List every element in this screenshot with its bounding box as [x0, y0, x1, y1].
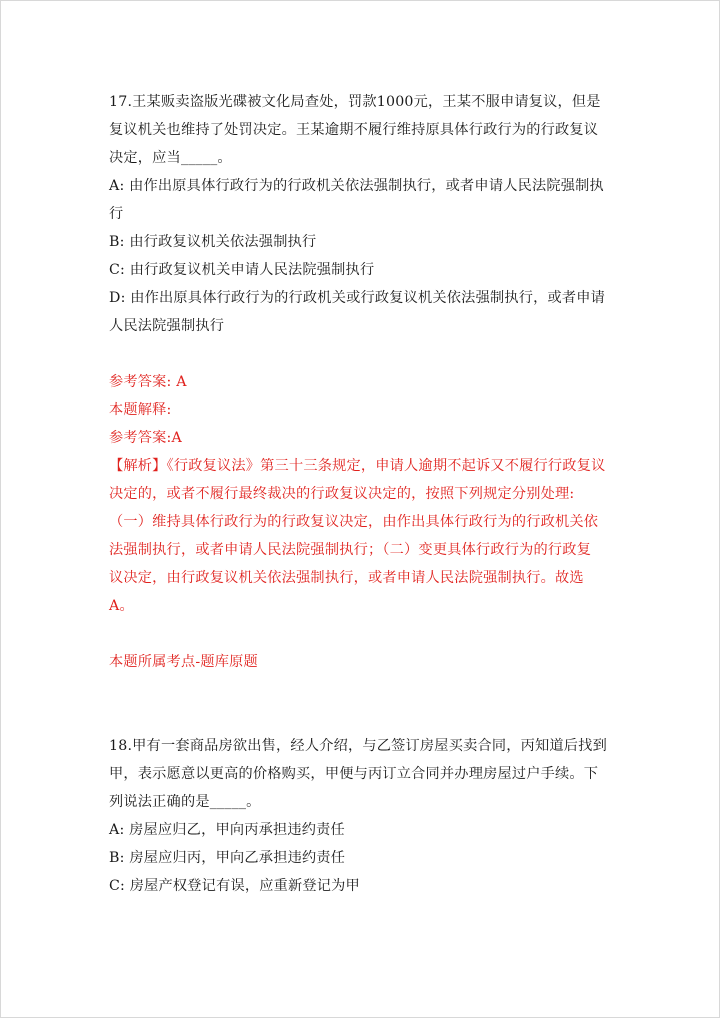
- option-line: B: 由行政复议机关依法强制执行: [109, 234, 317, 250]
- spacer: [109, 340, 629, 368]
- spacer: [109, 676, 629, 732]
- q17-stem-line: 复议机关也维持了处罚决定。王某逾期不履行维持原具体行政行为的行政复议: [109, 122, 599, 138]
- explanation-line: A。: [109, 598, 134, 614]
- q17-topic: 本题所属考点-题库原题: [109, 654, 258, 670]
- option-line: A: 由作出原具体行政行为的行政机关依法强制执行，或者申请人民法院强制执: [109, 178, 604, 194]
- question-18: [109, 732, 629, 900]
- q17-reference-answer: 参考答案: A: [109, 374, 187, 390]
- q18-option-b: B: 房屋应归丙，甲向乙承担违约责任: [109, 850, 346, 866]
- explanation-line: 议决定，由行政复议机关依法强制执行，或者申请人民法院强制执行。故选: [109, 570, 584, 586]
- q17-stem-line: 决定，应当_____。: [109, 150, 232, 166]
- option-line: 人民法院强制执行: [109, 318, 225, 334]
- q17-explanation: [109, 452, 629, 620]
- q17-stem-line: 17.王某贩卖盗版光碟被文化局查处，罚款1000元，王某不服申请复议，但是: [109, 94, 601, 110]
- page-content: [109, 88, 629, 900]
- question-17: [109, 88, 629, 676]
- q17-explain-title: 本题解释:: [109, 402, 172, 418]
- option-line: 行: [109, 206, 124, 222]
- q18-option-a: A: 房屋应归乙，甲向丙承担违约责任: [109, 822, 345, 838]
- explanation-line: 法强制执行，或者申请人民法院强制执行；（二）变更具体行政行为的行政复: [109, 542, 592, 558]
- q18-stem-line: 甲，表示愿意以更高的价格购买，甲便与丙订立合同并办理房屋过户手续。下: [109, 766, 599, 782]
- q17-option-a: [109, 172, 629, 228]
- spacer: [109, 620, 629, 648]
- explanation-line: 【解析】《行政复议法》第三十三条规定，申请人逾期不起诉又不履行行政复议: [109, 458, 606, 474]
- q18-stem-line: 列说法正确的是_____。: [109, 794, 261, 810]
- explanation-line: （一）维持具体行政行为的行政复议决定，由作出具体行政行为的行政机关依: [109, 514, 599, 530]
- option-line: D: 由作出原具体行政行为的行政机关或行政复议机关依法强制执行，或者申请: [109, 290, 606, 306]
- explanation-line: 决定的，或者不履行最终裁决的行政复议决定的，按照下列规定分别处理:: [109, 486, 575, 502]
- q17-option-c: [109, 256, 629, 284]
- q17-option-d: [109, 284, 629, 340]
- q18-stem-line: 18.甲有一套商品房欲出售，经人介绍，与乙签订房屋买卖合同，丙知道后找到: [109, 738, 607, 754]
- q18-option-c: C: 房屋产权登记有误，应重新登记为甲: [109, 878, 360, 894]
- option-line: C: 由行政复议机关申请人民法院强制执行: [109, 262, 375, 278]
- q17-option-b: [109, 228, 629, 256]
- q17-reference-answer-2: 参考答案:A: [109, 430, 182, 446]
